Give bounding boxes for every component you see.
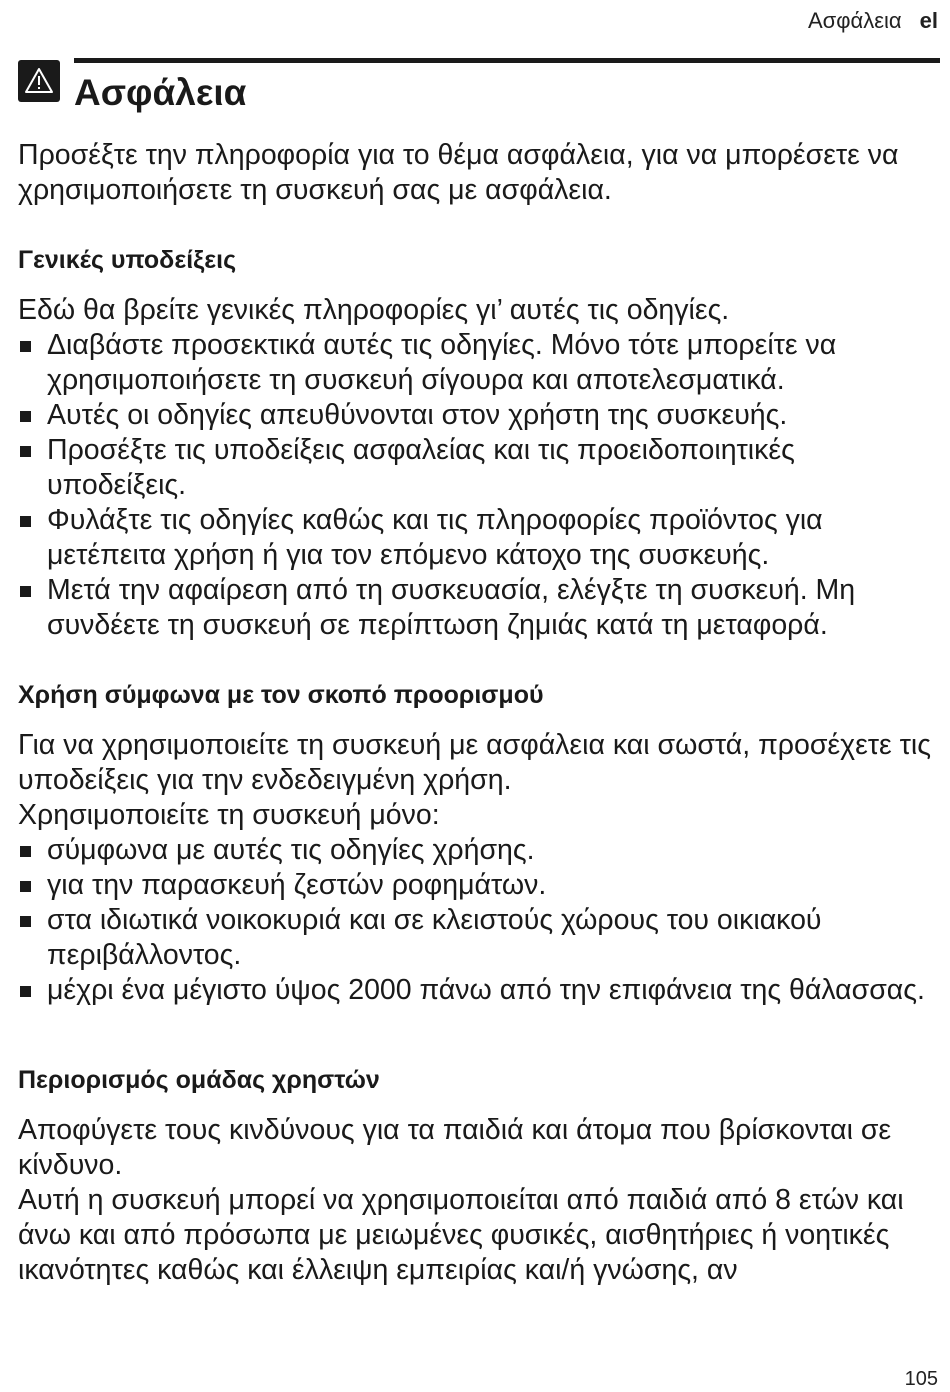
page-title: Ασφάλεια: [74, 72, 247, 113]
header-lang: el: [919, 8, 938, 33]
list-item: Διαβάστε προσεκτικά αυτές τις οδηγίες. Μόνο τότε μπορείτε να χρησιμοποιήσετε τη συσκευή σίγουρα και αποτελεσματικά.: [18, 328, 940, 398]
bullet-icon: [20, 446, 31, 457]
general-list: [18, 328, 940, 643]
user-restriction-text-2: Αυτή η συσκευή μπορεί να χρησιμοποιείται από παιδιά από 8 ετών και άνω και από πρόσωπα με μειωμένες φυσικές, αισθητήριες ή νοητικές ικανότητες καθώς και έλλειψη εμπειρίας και/ή γνώσης, αν: [18, 1184, 904, 1286]
general-text: Εδώ θα βρείτε γενικές πληροφορίες γι’ αυτές τις οδηγίες.: [18, 294, 730, 326]
bullet-icon: [20, 586, 31, 597]
intended-use-heading: Χρήση σύμφωνα με τον σκοπό προορισμού: [18, 681, 544, 709]
page-number: 105: [904, 1368, 938, 1390]
bullet-icon: [20, 881, 31, 892]
content: [18, 138, 940, 1288]
bullet-icon: [20, 516, 31, 527]
general-heading: Γενικές υποδείξεις: [18, 246, 237, 274]
bullet-icon: [20, 411, 31, 422]
intended-use-text-only: Χρησιμοποιείτε τη συσκευή μόνο:: [18, 799, 440, 831]
list-item: στα ιδιωτικά νοικοκυριά και σε κλειστούς χώρους του οικιακού περιβάλλοντος.: [18, 903, 940, 973]
list-item: Μετά την αφαίρεση από τη συσκευασία, ελέγξτε τη συσκευή. Μη συνδέετε τη συσκευή σε περίπτωση ζημιάς κατά τη μεταφορά.: [18, 573, 940, 643]
intended-use-list: [18, 833, 940, 1008]
list-item: για την παρασκευή ζεστών ροφημάτων.: [18, 868, 940, 903]
list-item: Φυλάξτε τις οδηγίες καθώς και τις πληροφορίες προϊόντος για μετέπειτα χρήση ή για τον επόμενο κάτοχο της συσκευής.: [18, 503, 940, 573]
intro-paragraph: Προσέξτε την πληροφορία για το θέμα ασφάλεια, για να μπορέσετε να χρησιμοποιήσετε τη συσκευή σας με ασφάλεια.: [18, 139, 899, 206]
bullet-icon: [20, 846, 31, 857]
user-restriction-text: Αποφύγετε τους κινδύνους για τα παιδιά και άτομα που βρίσκονται σε κίνδυνο.: [18, 1114, 892, 1181]
page-header: [808, 8, 938, 34]
title-rule: [74, 58, 940, 63]
intended-use-text: Για να χρησιμοποιείτε τη συσκευή με ασφάλεια και σωστά, προσέχετε τις υποδείξεις για την ενδεδειγμένη χρήση.: [18, 729, 931, 796]
bullet-icon: [20, 916, 31, 927]
list-item: μέχρι ένα μέγιστο ύψος 2000 πάνω από την επιφάνεια της θάλασσας.: [18, 973, 940, 1008]
list-item: Προσέξτε τις υποδείξεις ασφαλείας και τις προειδοποιητικές υποδείξεις.: [18, 433, 940, 503]
list-item: Αυτές οι οδηγίες απευθύνονται στον χρήστη της συσκευής.: [18, 398, 940, 433]
list-item: σύμφωνα με αυτές τις οδηγίες χρήσης.: [18, 833, 940, 868]
bullet-icon: [20, 986, 31, 997]
user-restriction-heading: Περιορισμός ομάδας χρηστών: [18, 1066, 380, 1094]
title-row: [18, 58, 940, 118]
header-section: Ασφάλεια: [807, 8, 902, 33]
bullet-icon: [20, 341, 31, 352]
warning-icon: [18, 60, 60, 102]
